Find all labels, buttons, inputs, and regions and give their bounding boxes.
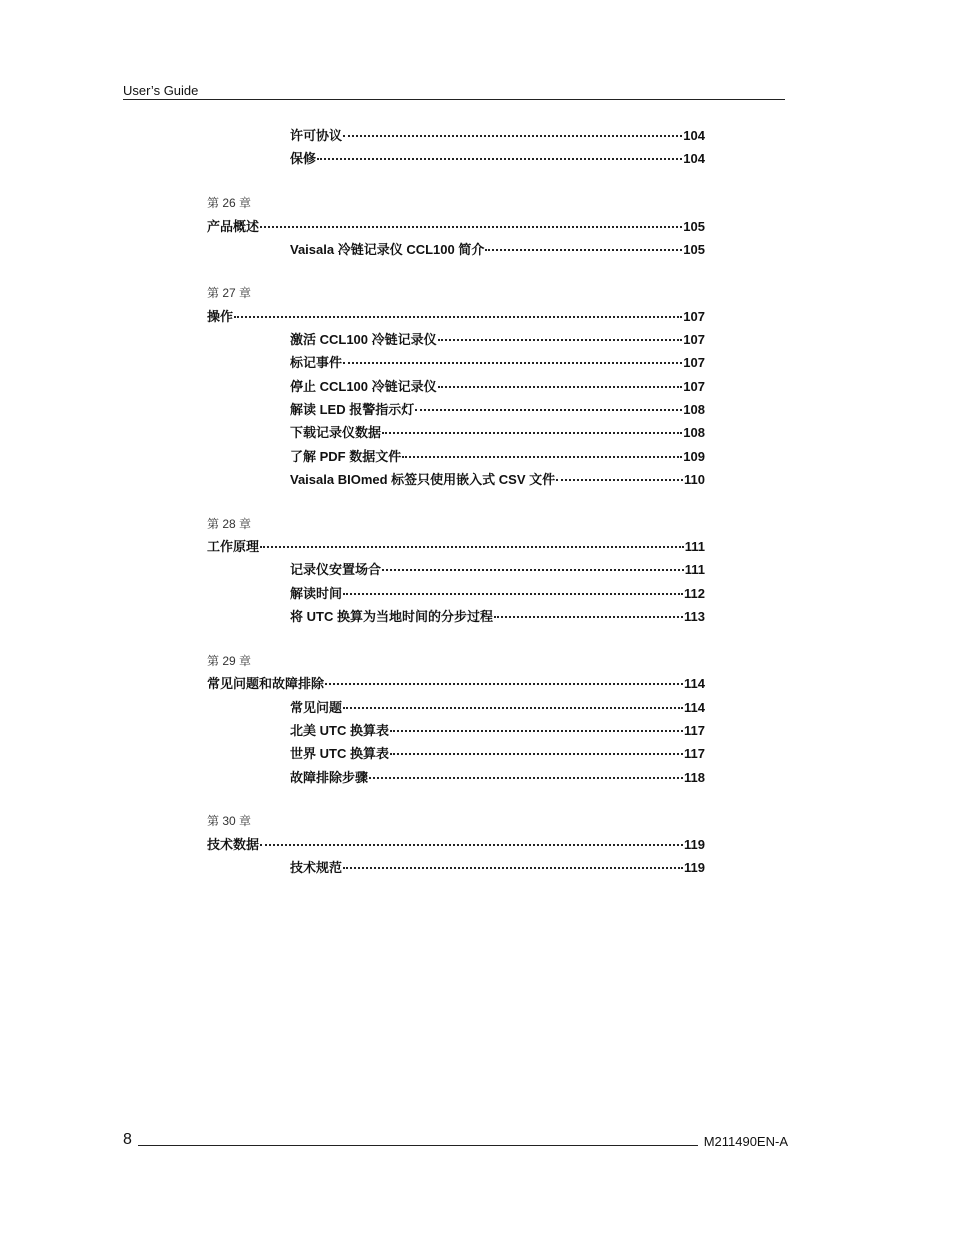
toc-entry-title: 工作原理: [207, 539, 260, 554]
toc-entry-page: 107: [683, 379, 705, 394]
toc-entry[interactable]: [290, 422, 705, 440]
toc-entry-title: 许可协议: [290, 128, 343, 143]
dot-leader: [343, 135, 682, 137]
toc-entry-page: 108: [683, 402, 705, 417]
toc-entry-page: 113: [684, 609, 705, 624]
footer-rule: [138, 1145, 698, 1146]
chapter-label: 第 29 章: [207, 654, 252, 668]
toc-entry[interactable]: [290, 720, 705, 738]
toc-entry-page: 104: [683, 151, 705, 166]
toc-entry-title: 标记事件: [290, 355, 343, 370]
toc-entry-title: 了解 PDF 数据文件: [290, 449, 402, 464]
toc-entry-title: 故障排除步骤: [290, 770, 369, 785]
dot-leader: [485, 249, 682, 251]
dot-leader: [343, 707, 683, 709]
chapter-label: 第 28 章: [207, 517, 252, 531]
dot-leader: [438, 339, 683, 341]
toc-entry-page: 111: [684, 562, 705, 577]
toc-entry-page: 114: [684, 700, 705, 715]
toc-chapter-entry[interactable]: [207, 673, 705, 691]
toc-entry[interactable]: [290, 399, 705, 417]
toc-entry[interactable]: [290, 352, 705, 370]
toc-entry-title: 技术数据: [207, 837, 260, 852]
dot-leader: [369, 777, 683, 779]
toc-entry-page: 117: [684, 723, 705, 738]
toc-entry-title: 常见问题和故障排除: [207, 676, 325, 691]
toc-entry-title: 操作: [207, 309, 234, 324]
toc-entry[interactable]: [290, 469, 705, 487]
dot-leader: [415, 409, 682, 411]
dot-leader: [260, 546, 684, 548]
toc-entry[interactable]: [290, 606, 705, 624]
dot-leader: [260, 844, 683, 846]
dot-leader: [317, 158, 682, 160]
dot-leader: [390, 753, 683, 755]
toc-entry-title: 下载记录仪数据: [290, 425, 382, 440]
dot-leader: [390, 730, 683, 732]
dot-leader: [234, 316, 682, 318]
chapter-label: 第 26 章: [207, 196, 252, 210]
toc-entry-title: 停止 CCL100 冷链记录仪: [290, 379, 437, 394]
toc-entry-page: 104: [683, 128, 705, 143]
toc-entry-title: 将 UTC 换算为当地时间的分步过程: [290, 609, 493, 624]
toc-entry-page: 107: [683, 332, 705, 347]
toc-entry[interactable]: [290, 857, 705, 875]
toc-entry-title: 世界 UTC 换算表: [290, 746, 389, 761]
dot-leader: [260, 226, 682, 228]
toc-entry-page: 105: [683, 242, 705, 257]
chapter-label: 第 27 章: [207, 286, 252, 300]
toc-entry-title: 保修: [290, 151, 317, 166]
toc-entry-page: 109: [683, 449, 705, 464]
toc-entry-title: 解读 LED 报警指示灯: [290, 402, 415, 417]
toc-chapter-entry[interactable]: [207, 536, 705, 554]
toc-entry[interactable]: [290, 446, 705, 464]
dot-leader: [382, 569, 684, 571]
toc-entry-title: 解读时间: [290, 586, 343, 601]
document-code: M211490EN-A: [703, 1134, 788, 1149]
dot-leader: [325, 683, 683, 685]
toc-entry[interactable]: [290, 376, 705, 394]
dot-leader: [402, 456, 682, 458]
toc-entry-page: 110: [684, 472, 705, 487]
toc-entry[interactable]: [290, 743, 705, 761]
dot-leader: [438, 386, 683, 388]
toc-entry[interactable]: [290, 697, 705, 715]
dot-leader: [343, 867, 683, 869]
toc-entry-page: 117: [684, 746, 705, 761]
toc-entry[interactable]: [290, 583, 705, 601]
toc-entry[interactable]: [290, 767, 705, 785]
toc-entry[interactable]: [290, 148, 705, 166]
toc-chapter-entry[interactable]: [207, 834, 705, 852]
toc-entry[interactable]: [290, 239, 705, 257]
toc-entry[interactable]: [290, 329, 705, 347]
toc-entry-title: 产品概述: [207, 219, 260, 234]
toc-entry-title: 常见问题: [290, 700, 343, 715]
toc-entry-title: 记录仪安置场合: [290, 562, 382, 577]
toc-entry-title: 技术规范: [290, 860, 343, 875]
header-title: User’s Guide: [123, 83, 199, 98]
toc-entry-page: 119: [684, 860, 705, 875]
toc-chapter-entry[interactable]: [207, 216, 705, 234]
toc-entry-title: 北美 UTC 换算表: [290, 723, 389, 738]
toc-entry-page: 112: [684, 586, 705, 601]
chapter-label: 第 30 章: [207, 814, 252, 828]
toc-entry-page: 107: [683, 309, 705, 324]
toc-entry-page: 107: [683, 355, 705, 370]
toc-entry[interactable]: [290, 125, 705, 143]
dot-leader: [556, 479, 683, 481]
toc-entry-page: 105: [683, 219, 705, 234]
toc-entry-title: Vaisala BIOmed 标签只使用嵌入式 CSV 文件: [290, 472, 556, 487]
running-header: [123, 83, 785, 100]
toc-entry-page: 111: [684, 539, 705, 554]
toc-entry-page: 118: [684, 770, 705, 785]
toc-entry-page: 119: [684, 837, 705, 852]
toc-entry-title: 激活 CCL100 冷链记录仪: [290, 332, 437, 347]
dot-leader: [343, 362, 682, 364]
toc-entry-page: 114: [684, 676, 705, 691]
page-number: 8: [123, 1131, 132, 1148]
toc-entry-page: 108: [683, 425, 705, 440]
dot-leader: [494, 616, 683, 618]
toc-chapter-entry[interactable]: [207, 306, 705, 324]
running-footer: [123, 1131, 788, 1149]
dot-leader: [343, 593, 683, 595]
dot-leader: [382, 432, 682, 434]
toc-entry[interactable]: [290, 559, 705, 577]
toc-entry-title: Vaisala 冷链记录仪 CCL100 简介: [290, 242, 485, 257]
